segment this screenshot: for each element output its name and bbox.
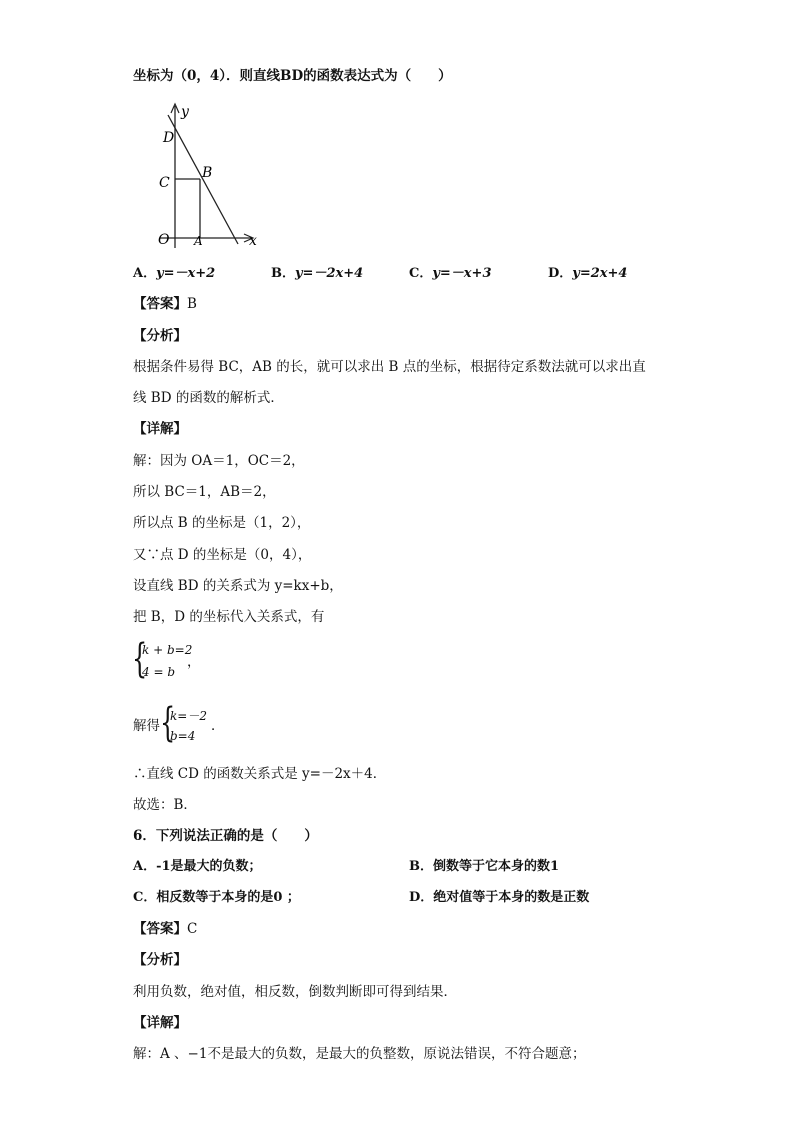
q5-option-d-label: D．: [548, 266, 573, 281]
q6-option-b-label: B．: [409, 859, 433, 874]
q6-analysis-tag: 【分析】: [133, 952, 187, 968]
brace-left-2: {: [160, 700, 176, 746]
coordinate-figure: [152, 98, 267, 253]
solve-suffix: ．: [211, 718, 225, 734]
detail-step-2: 所以 BC＝1，AB＝2，: [133, 484, 276, 500]
detail-step-3: 所以点 B 的坐标是（1，2），: [133, 515, 311, 531]
q6-option-d-text: 绝对值等于本身的数是正数: [433, 890, 590, 905]
analysis-line-1: 根据条件易得 BC，AB 的长，就可以求出 B 点的坐标，根据待定系数法就可以求出直: [133, 359, 646, 375]
q6-detail-line-1: 解：A 、−1不是最大的负数，是最大的负整数，原说法错误，不符合题意；: [133, 1046, 586, 1062]
analysis-line-2: 线 BD 的函数的解析式．: [133, 390, 284, 406]
q5-option-d-text: y=2x+4: [572, 266, 628, 281]
detail-step-1: 解：因为 OA＝1，OC＝2，: [133, 453, 305, 469]
label-o: O: [158, 232, 170, 248]
q5-option-c: [409, 264, 492, 284]
solve-line: [133, 700, 253, 748]
q6-option-a-label: A．: [133, 859, 157, 874]
system-1-eq-2: 4 = b: [142, 665, 175, 679]
label-y: y: [181, 104, 189, 120]
detail-step-5: 设直线 BD 的关系式为 y=kx+b，: [133, 578, 343, 594]
label-c: C: [159, 175, 170, 191]
q6-option-b-text: 倒数等于它本身的数1: [433, 859, 560, 874]
label-x: x: [249, 233, 257, 249]
q5-option-a: [133, 264, 215, 284]
system-2-eq-2: b=4: [170, 729, 196, 743]
system-1-eq-1: k + b=2: [142, 643, 193, 657]
q6-answer: [133, 919, 197, 939]
q6-analysis: 利用负数，绝对值，相反数，倒数判断即可得到结果．: [133, 984, 457, 1000]
q5-option-b-text: y=－2x+4: [295, 266, 364, 281]
detail-step-4: 又∵点 D 的坐标是（0，4），: [133, 547, 312, 563]
label-d: D: [163, 130, 175, 146]
q6-option-c-label: C．: [133, 890, 157, 905]
q6-answer-value: C: [187, 921, 198, 937]
system-1-suffix: ，: [187, 654, 201, 670]
question-stem: 坐标为（0，4）．则直线BD的函数表达式为（ ）: [133, 68, 452, 84]
brace-left: {: [132, 636, 148, 682]
q5-option-a-label: A．: [133, 266, 157, 281]
q5-answer: [133, 294, 197, 314]
q5-option-b-label: B．: [271, 266, 295, 281]
q5-option-c-text: y=－x+3: [432, 266, 492, 281]
q6-option-c: [133, 888, 300, 908]
q6-option-a: [133, 857, 262, 877]
label-a: A: [194, 234, 203, 248]
q6-option-d-label: D．: [409, 890, 434, 905]
answer-value: B: [187, 296, 197, 312]
q6-option-b: [409, 857, 559, 877]
equation-system-1: [132, 636, 213, 684]
solve-prefix: 解得: [133, 718, 160, 734]
answer-tag: 【答案】: [133, 296, 187, 312]
q6-stem: 6．下列说法正确的是（ ）: [133, 828, 318, 844]
conclusion: ∴直线 CD 的函数关系式是 y=－2x＋4．: [133, 766, 387, 782]
detail-step-6: 把 B，D 的坐标代入关系式，有: [133, 609, 325, 625]
q5-option-d: [548, 264, 627, 284]
analysis-tag: 【分析】: [133, 328, 187, 344]
label-b: B: [202, 165, 213, 181]
q5-option-c-label: C．: [409, 266, 433, 281]
q6-option-a-text: -1是最大的负数；: [156, 859, 262, 874]
q5-option-a-text: y=－x+2: [156, 266, 216, 281]
q6-detail-tag: 【详解】: [133, 1015, 187, 1031]
q6-answer-tag: 【答案】: [133, 921, 187, 937]
choose-line: 故选：B．: [133, 797, 197, 813]
q6-option-c-text: 相反数等于本身的是0 ；: [156, 890, 300, 905]
q6-option-d: [409, 888, 589, 908]
q5-option-b: [271, 264, 363, 284]
detail-tag: 【详解】: [133, 421, 187, 437]
system-2-eq-1: k=－2: [170, 709, 207, 723]
